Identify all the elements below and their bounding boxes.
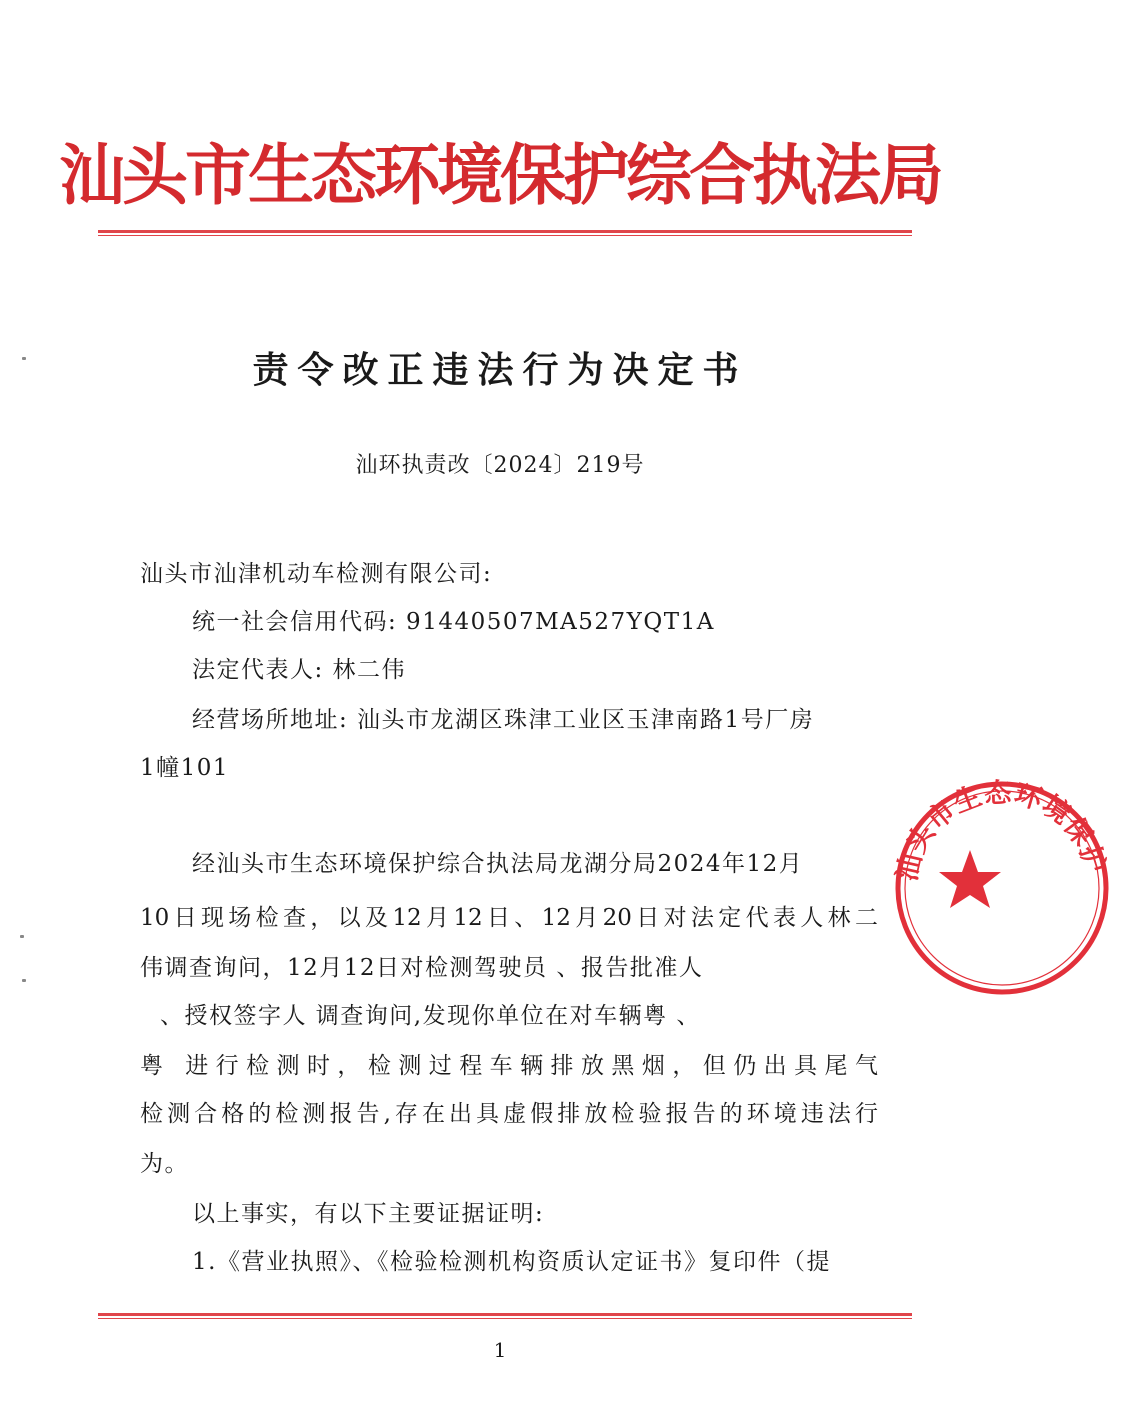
footer-red-rule bbox=[98, 1313, 912, 1319]
body-paragraph-line: 检测合格的检测报告,存在出具虚假排放检验报告的环境违法行 bbox=[140, 1101, 878, 1127]
body-paragraph-line: 经汕头市生态环境保护综合执法局龙湖分局2024年12月 bbox=[192, 851, 804, 877]
document-title: 责令改正违法行为决定书 bbox=[252, 349, 748, 391]
business-address-continued: 1幢101 bbox=[140, 755, 230, 781]
page-number: 1 bbox=[493, 1338, 507, 1362]
evidence-item: 1.《营业执照》、《检验检测机构资质认定证书》复印件（提 bbox=[192, 1249, 831, 1275]
legal-representative: 法定代表人: 林二伟 bbox=[192, 657, 407, 683]
seal-stamp-icon bbox=[882, 778, 1122, 998]
document-number: 汕环执责改〔2024〕219号 bbox=[355, 453, 645, 478]
business-address: 经营场所地址: 汕头市龙湖区珠津工业区玉津南路1号厂房 bbox=[192, 707, 815, 733]
scan-speck bbox=[20, 935, 24, 938]
seal-star-icon bbox=[939, 850, 1001, 908]
official-seal bbox=[882, 778, 1112, 998]
header-red-rule bbox=[98, 230, 912, 236]
body-paragraph-line: 10日现场检查，以及12月12日、12月20日对法定代表人林二 bbox=[140, 905, 878, 931]
scan-speck bbox=[22, 357, 26, 360]
seal-text: 汕头市生态环境保护 bbox=[891, 778, 1112, 885]
body-paragraph-line: 为。 bbox=[140, 1151, 189, 1177]
agency-header: 汕头市生态环境保护综合执法局 bbox=[59, 136, 941, 214]
body-paragraph-line: 、授权签字人 调查询问,发现你单位在对车辆粤 、 bbox=[160, 1003, 701, 1029]
recipient-name: 汕头市汕津机动车检测有限公司: bbox=[140, 561, 493, 587]
scan-speck bbox=[22, 979, 26, 982]
evidence-intro: 以上事实，有以下主要证据证明: bbox=[192, 1201, 545, 1227]
credit-code: 统一社会信用代码: 91440507MA527YQT1A bbox=[192, 609, 715, 635]
body-paragraph-line: 伟调查询问，12月12日对检测驾驶员 、报告批准人 bbox=[140, 955, 704, 981]
body-paragraph-line: 粤 进行检测时，检测过程车辆排放黑烟，但仍出具尾气 bbox=[140, 1053, 878, 1079]
